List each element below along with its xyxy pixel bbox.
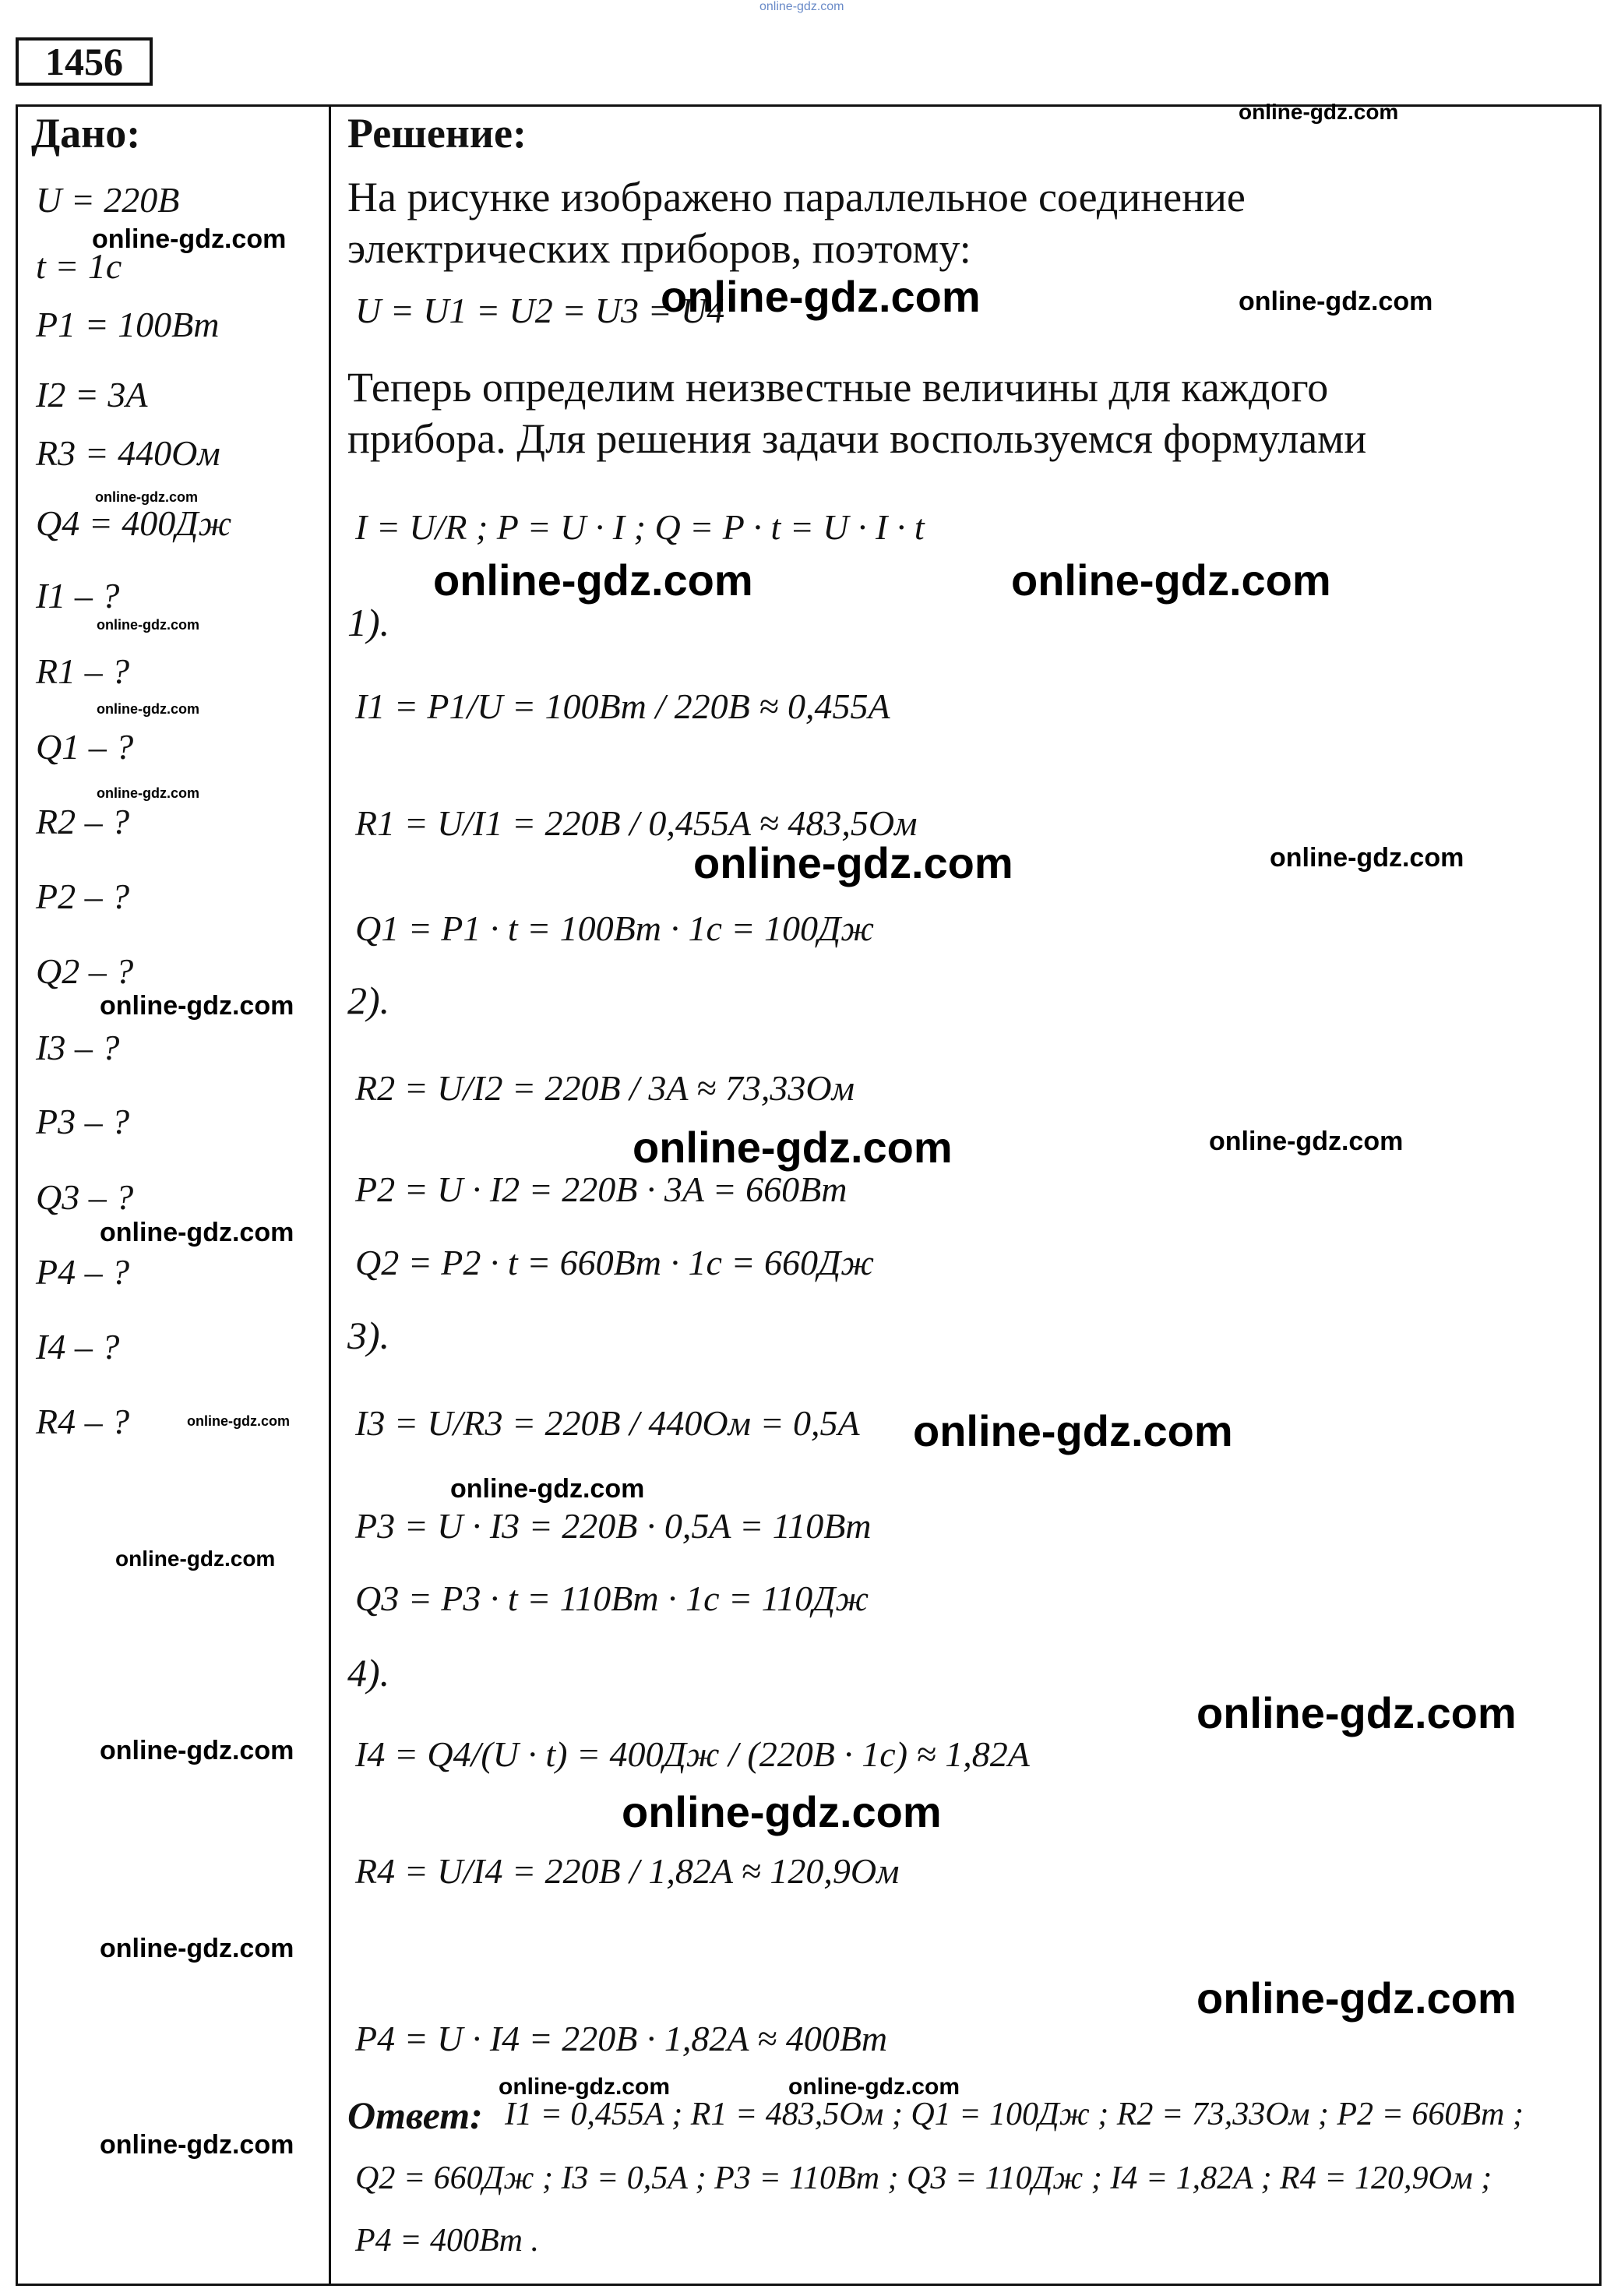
- unknown-item: P2 – ?: [36, 876, 130, 916]
- watermark: online-gdz.com: [788, 2074, 960, 2100]
- given-heading: Дано:: [31, 110, 141, 157]
- watermark: online-gdz.com: [661, 272, 981, 321]
- top-watermark: online-gdz.com: [759, 0, 844, 13]
- voltage-equality: U = U1 = U2 = U3 = U4: [355, 291, 725, 330]
- step-formula: P2 = U · I2 = 220B · 3A = 660Bт: [355, 1169, 848, 1209]
- watermark: online-gdz.com: [97, 785, 199, 801]
- unknown-item: R1 – ?: [36, 651, 130, 691]
- column-divider: [329, 104, 331, 2286]
- watermark: online-gdz.com: [100, 1218, 294, 1247]
- unknown-item: I1 – ?: [36, 576, 120, 615]
- given-item: t = 1c: [36, 246, 122, 286]
- watermark: online-gdz.com: [1196, 1688, 1517, 1737]
- method-text: Теперь определим неизвестные величины для каждого: [347, 364, 1329, 411]
- watermark: online-gdz.com: [1239, 100, 1399, 124]
- given-item: Q4 = 400Дж: [36, 503, 232, 543]
- step-formula: I4 = Q4/(U · t) = 400Дж / (220B · 1c) ≈ 1,82A: [355, 1734, 1030, 1774]
- answer-text: P4 = 400Bт .: [355, 2223, 539, 2259]
- answer-label: Ответ:: [347, 2093, 483, 2137]
- step-formula: I1 = P1/U = 100Bт / 220B ≈ 0,455A: [355, 686, 890, 726]
- formulas: I = U/R ; P = U · I ; Q = P · t = U · I · t: [355, 507, 925, 547]
- step-formula: R1 = U/I1 = 220B / 0,455A ≈ 483,5Ом: [355, 803, 918, 843]
- given-item: R3 = 440Ом: [36, 433, 220, 473]
- watermark: online-gdz.com: [499, 2074, 670, 2100]
- watermark: online-gdz.com: [115, 1547, 276, 1571]
- watermark: online-gdz.com: [95, 489, 198, 505]
- unknown-item: Q3 – ?: [36, 1177, 134, 1217]
- answer-text: I1 = 0,455A ; R1 = 483,5Ом ; Q1 = 100Дж ; R2 = 73,33Ом ; P2 = 660Bт ;: [505, 2097, 1524, 2132]
- step-formula: Q1 = P1 · t = 100Bт · 1c = 100Дж: [355, 908, 875, 948]
- watermark: online-gdz.com: [97, 617, 199, 633]
- watermark: online-gdz.com: [92, 224, 287, 254]
- unknown-item: R2 – ?: [36, 802, 130, 841]
- watermark: online-gdz.com: [913, 1406, 1233, 1455]
- step-formula: P3 = U · I3 = 220B · 0,5A = 110Bт: [355, 1506, 872, 1546]
- step-label: 3).: [347, 1314, 390, 1357]
- step-label: 4).: [347, 1651, 390, 1695]
- intro-text: На рисунке изображено параллельное соединение: [347, 174, 1246, 220]
- step-formula: R2 = U/I2 = 220B / 3A ≈ 73,33Ом: [355, 1068, 855, 1108]
- watermark: online-gdz.com: [187, 1413, 290, 1429]
- watermark: online-gdz.com: [633, 1123, 953, 1172]
- watermark: online-gdz.com: [97, 701, 199, 717]
- problem-number: 1456: [16, 37, 153, 86]
- step-formula: P4 = U · I4 = 220B · 1,82A ≈ 400Bт: [355, 2019, 888, 2058]
- watermark: online-gdz.com: [1270, 843, 1464, 873]
- intro-text: электрических приборов, поэтому:: [347, 225, 971, 272]
- step-formula: Q3 = P3 · t = 110Bт · 1c = 110Дж: [355, 1578, 869, 1618]
- given-item: U = 220B: [36, 180, 180, 220]
- watermark: online-gdz.com: [100, 991, 294, 1021]
- watermark: online-gdz.com: [693, 838, 1013, 887]
- unknown-item: I4 – ?: [36, 1327, 120, 1367]
- step-formula: Q2 = P2 · t = 660Bт · 1c = 660Дж: [355, 1243, 875, 1282]
- unknown-item: Q2 – ?: [36, 951, 134, 991]
- unknown-item: P3 – ?: [36, 1102, 130, 1141]
- step-formula: R4 = U/I4 = 220B / 1,82A ≈ 120,9Ом: [355, 1851, 900, 1891]
- step-formula: I3 = U/R3 = 220B / 440Ом = 0,5A: [355, 1403, 860, 1443]
- unknown-item: Q1 – ?: [36, 727, 134, 767]
- watermark: online-gdz.com: [622, 1787, 942, 1836]
- given-item: P1 = 100Bт: [36, 305, 220, 344]
- watermark: online-gdz.com: [100, 1736, 294, 1765]
- given-item: I2 = 3A: [36, 375, 148, 414]
- watermark: online-gdz.com: [1011, 555, 1331, 605]
- step-label: 2).: [347, 979, 390, 1022]
- unknown-item: R4 – ?: [36, 1402, 130, 1441]
- step-label: 1).: [347, 601, 390, 644]
- answer-text: Q2 = 660Дж ; I3 = 0,5A ; P3 = 110Bт ; Q3 = 110Дж ; I4 = 1,82A ; R4 = 120,9Ом ;: [355, 2160, 1492, 2196]
- unknown-item: I3 – ?: [36, 1028, 120, 1067]
- watermark: online-gdz.com: [100, 1934, 294, 1963]
- unknown-item: P4 – ?: [36, 1252, 130, 1292]
- solution-heading: Решение:: [347, 110, 527, 157]
- watermark: online-gdz.com: [1209, 1127, 1404, 1156]
- watermark: online-gdz.com: [450, 1474, 645, 1504]
- method-text: прибора. Для решения задачи воспользуемся формулами: [347, 415, 1367, 462]
- watermark: online-gdz.com: [100, 2130, 294, 2160]
- watermark: online-gdz.com: [1196, 1973, 1517, 2023]
- watermark: online-gdz.com: [1239, 287, 1433, 316]
- watermark: online-gdz.com: [433, 555, 753, 605]
